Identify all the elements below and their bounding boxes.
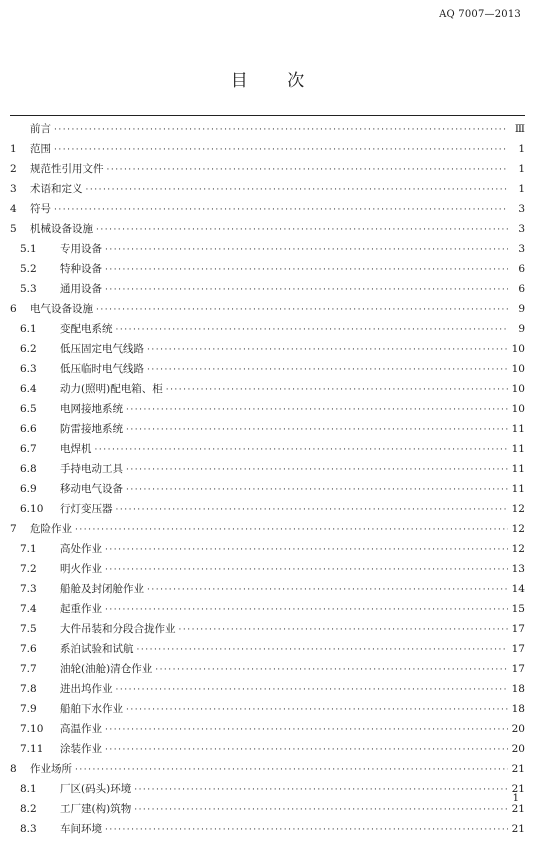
toc-entry-page: 15 bbox=[511, 603, 525, 615]
toc-entry-number: 2 bbox=[10, 163, 17, 175]
toc-entry-number: 8.2 bbox=[20, 803, 37, 815]
toc-entry[interactable] bbox=[10, 801, 525, 821]
toc-entry[interactable] bbox=[10, 281, 525, 301]
toc-entry-label: 电气设备设施 bbox=[30, 303, 93, 315]
page-number: 1 bbox=[512, 793, 519, 804]
toc-entry-number: 8 bbox=[10, 763, 17, 775]
toc-entry-number: 7.6 bbox=[20, 643, 37, 655]
toc-dot-leader bbox=[96, 225, 508, 235]
toc-dot-leader bbox=[126, 485, 508, 495]
toc-entry-label: 电焊机 bbox=[60, 443, 92, 455]
toc-entry-number: 5.3 bbox=[20, 283, 37, 295]
toc-entry-number: 7.1 bbox=[20, 543, 37, 555]
toc-entry-number: 7.7 bbox=[20, 663, 37, 675]
toc-entry-page: 21 bbox=[511, 783, 525, 795]
toc-entry-page: 3 bbox=[518, 223, 525, 235]
toc-entry-label: 危险作业 bbox=[30, 523, 72, 535]
toc-dot-leader bbox=[96, 305, 508, 315]
toc-entry-label: 油轮(油舱)清仓作业 bbox=[60, 663, 153, 675]
toc-entry-label: 涂装作业 bbox=[60, 743, 102, 755]
toc-entry-label: 进出坞作业 bbox=[60, 683, 113, 695]
toc-entry[interactable] bbox=[10, 141, 525, 161]
toc-entry-page: 10 bbox=[511, 343, 525, 355]
toc-dot-leader bbox=[95, 445, 509, 455]
toc-entry-label: 大件吊装和分段合拢作业 bbox=[60, 623, 176, 635]
toc-entry-page: 20 bbox=[511, 743, 525, 755]
toc-entry-label: 行灯变压器 bbox=[60, 503, 113, 515]
toc-entry-page: 6 bbox=[518, 283, 525, 295]
toc-entry[interactable] bbox=[10, 361, 525, 381]
toc-dot-leader bbox=[155, 665, 508, 675]
toc-entry-label: 变配电系统 bbox=[60, 323, 113, 335]
toc-entry-label: 起重作业 bbox=[60, 603, 102, 615]
toc-entry-page: 13 bbox=[511, 563, 525, 575]
toc-dot-leader bbox=[105, 725, 508, 735]
toc-entry-label: 船舱及封闭舱作业 bbox=[60, 583, 144, 595]
toc-entry[interactable] bbox=[10, 241, 525, 261]
toc-entry-page: 21 bbox=[511, 763, 525, 775]
toc-entry-label: 船舶下水作业 bbox=[60, 703, 123, 715]
toc-entry[interactable] bbox=[10, 641, 525, 661]
toc-entry-number: 6.8 bbox=[20, 463, 37, 475]
toc-entry[interactable] bbox=[10, 441, 525, 461]
toc-entry[interactable] bbox=[10, 501, 525, 521]
toc-entry-page: 12 bbox=[511, 543, 525, 555]
toc-entry-number: 1 bbox=[10, 143, 17, 155]
toc-dot-leader bbox=[105, 545, 508, 555]
toc-entry-page: 9 bbox=[518, 323, 525, 335]
toc-entry-label: 系泊试验和试航 bbox=[60, 643, 134, 655]
toc-dot-leader bbox=[126, 425, 508, 435]
toc-entry-number: 5.2 bbox=[20, 263, 37, 275]
toc-entry[interactable] bbox=[10, 541, 525, 561]
toc-entry[interactable] bbox=[10, 461, 525, 481]
toc-dot-leader bbox=[116, 325, 509, 335]
toc-entry-page: 14 bbox=[511, 583, 525, 595]
toc-entry-page: 11 bbox=[511, 463, 525, 475]
toc-entry-number: 6.10 bbox=[20, 503, 44, 515]
table-of-contents bbox=[10, 121, 525, 841]
toc-entry-page: 1 bbox=[518, 163, 525, 175]
toc-dot-leader bbox=[126, 465, 508, 475]
toc-dot-leader bbox=[105, 565, 508, 575]
toc-entry[interactable] bbox=[10, 521, 525, 541]
toc-entry-page: 12 bbox=[511, 503, 525, 515]
toc-dot-leader bbox=[126, 705, 508, 715]
toc-entry-label: 高温作业 bbox=[60, 723, 102, 735]
toc-dot-leader bbox=[116, 685, 509, 695]
toc-dot-leader bbox=[105, 745, 508, 755]
toc-entry-label: 作业场所 bbox=[30, 763, 72, 775]
toc-entry-page: 10 bbox=[511, 403, 525, 415]
toc-entry[interactable] bbox=[10, 181, 525, 201]
toc-entry-number: 8.3 bbox=[20, 823, 37, 835]
toc-entry-label: 手持电动工具 bbox=[60, 463, 123, 475]
toc-dot-leader bbox=[75, 525, 508, 535]
page-title-char: 次 bbox=[287, 71, 305, 91]
toc-dot-leader bbox=[107, 165, 509, 175]
toc-dot-leader bbox=[105, 245, 508, 255]
toc-entry[interactable] bbox=[10, 341, 525, 361]
toc-entry-label: 防雷接地系统 bbox=[60, 423, 123, 435]
toc-entry-number: 7.8 bbox=[20, 683, 37, 695]
toc-entry-number: 6.5 bbox=[20, 403, 37, 415]
toc-entry[interactable] bbox=[10, 761, 525, 781]
toc-dot-leader bbox=[134, 785, 508, 795]
toc-entry-label: 低压固定电气线路 bbox=[60, 343, 144, 355]
toc-entry[interactable] bbox=[10, 321, 525, 341]
page-title bbox=[0, 66, 535, 91]
toc-entry-label: 专用设备 bbox=[60, 243, 102, 255]
toc-entry-number: 6 bbox=[10, 303, 17, 315]
toc-entry-label: 术语和定义 bbox=[30, 183, 83, 195]
toc-entry[interactable] bbox=[10, 221, 525, 241]
toc-entry-label: 范围 bbox=[30, 143, 51, 155]
toc-entry-page: 11 bbox=[511, 483, 525, 495]
toc-entry-number: 7.5 bbox=[20, 623, 37, 635]
toc-entry-label: 工厂建(构)筑物 bbox=[60, 803, 132, 815]
toc-entry[interactable] bbox=[10, 401, 525, 421]
toc-dot-leader bbox=[116, 505, 509, 515]
toc-dot-leader bbox=[54, 125, 508, 135]
toc-entry-page: 11 bbox=[511, 423, 525, 435]
toc-entry[interactable] bbox=[10, 201, 525, 221]
toc-entry-page: 9 bbox=[518, 303, 525, 315]
toc-entry-label: 车间环境 bbox=[60, 823, 102, 835]
toc-dot-leader bbox=[137, 645, 509, 655]
toc-entry-label: 机械设备设施 bbox=[30, 223, 93, 235]
toc-entry[interactable] bbox=[10, 721, 525, 741]
toc-dot-leader bbox=[179, 625, 509, 635]
toc-entry[interactable] bbox=[10, 701, 525, 721]
toc-entry-page: 1 bbox=[518, 143, 525, 155]
toc-entry[interactable] bbox=[10, 161, 525, 181]
toc-entry[interactable] bbox=[10, 601, 525, 621]
toc-entry-number: 6.3 bbox=[20, 363, 37, 375]
toc-entry-page: 18 bbox=[511, 683, 525, 695]
toc-entry[interactable] bbox=[10, 421, 525, 441]
toc-entry-label: 移动电气设备 bbox=[60, 483, 123, 495]
toc-dot-leader bbox=[86, 185, 509, 195]
toc-entry-number: 6.9 bbox=[20, 483, 37, 495]
toc-entry-number: 7.2 bbox=[20, 563, 37, 575]
toc-dot-leader bbox=[54, 205, 508, 215]
toc-entry-label: 低压临时电气线路 bbox=[60, 363, 144, 375]
toc-entry-page: 21 bbox=[511, 803, 525, 815]
toc-entry-number: 5 bbox=[10, 223, 17, 235]
toc-dot-leader bbox=[75, 765, 508, 775]
toc-entry-number: 7.11 bbox=[20, 743, 44, 755]
standard-number: AQ 7007—2013 bbox=[439, 9, 521, 20]
toc-entry-label: 符号 bbox=[30, 203, 51, 215]
toc-entry-page: 17 bbox=[511, 643, 525, 655]
toc-entry[interactable] bbox=[10, 581, 525, 601]
toc-entry-number: 4 bbox=[10, 203, 17, 215]
toc-entry-number: 7.4 bbox=[20, 603, 37, 615]
toc-dot-leader bbox=[105, 605, 508, 615]
toc-entry-number: 6.1 bbox=[20, 323, 37, 335]
toc-entry[interactable] bbox=[10, 121, 525, 141]
toc-dot-leader bbox=[54, 145, 508, 155]
toc-entry[interactable] bbox=[10, 781, 525, 801]
toc-entry-page: 6 bbox=[518, 263, 525, 275]
toc-entry-label: 动力(照明)配电箱、柜 bbox=[60, 383, 163, 395]
toc-entry[interactable] bbox=[10, 741, 525, 761]
toc-entry-number: 3 bbox=[10, 183, 17, 195]
toc-entry-page: 10 bbox=[511, 383, 525, 395]
toc-entry-number: 7.3 bbox=[20, 583, 37, 595]
toc-entry-page: 1 bbox=[518, 183, 525, 195]
toc-entry-label: 通用设备 bbox=[60, 283, 102, 295]
toc-entry[interactable] bbox=[10, 681, 525, 701]
toc-entry[interactable] bbox=[10, 561, 525, 581]
toc-dot-leader bbox=[147, 345, 508, 355]
toc-dot-leader bbox=[105, 825, 508, 835]
title-divider bbox=[10, 115, 525, 116]
toc-entry-page: 21 bbox=[511, 823, 525, 835]
page-title-char: 目 bbox=[230, 71, 248, 91]
toc-entry-number: 7 bbox=[10, 523, 17, 535]
toc-entry-label: 厂区(码头)环境 bbox=[60, 783, 132, 795]
toc-entry[interactable] bbox=[10, 381, 525, 401]
toc-entry-number: 6.2 bbox=[20, 343, 37, 355]
toc-dot-leader bbox=[105, 285, 508, 295]
toc-entry[interactable] bbox=[10, 621, 525, 641]
toc-entry-label: 前言 bbox=[30, 123, 51, 135]
toc-entry-page: 18 bbox=[511, 703, 525, 715]
toc-dot-leader bbox=[105, 265, 508, 275]
toc-entry[interactable] bbox=[10, 661, 525, 681]
toc-entry-page: Ⅲ bbox=[514, 123, 525, 135]
toc-entry-page: 3 bbox=[518, 243, 525, 255]
toc-entry[interactable] bbox=[10, 481, 525, 501]
toc-entry-number: 5.1 bbox=[20, 243, 37, 255]
toc-entry-number: 6.4 bbox=[20, 383, 37, 395]
toc-entry[interactable] bbox=[10, 821, 525, 841]
toc-dot-leader bbox=[166, 385, 508, 395]
toc-dot-leader bbox=[126, 405, 508, 415]
toc-dot-leader bbox=[147, 585, 508, 595]
toc-entry-page: 3 bbox=[518, 203, 525, 215]
toc-entry-page: 12 bbox=[511, 523, 525, 535]
toc-entry-label: 规范性引用文件 bbox=[30, 163, 104, 175]
toc-entry-page: 10 bbox=[511, 363, 525, 375]
toc-entry-number: 8.1 bbox=[20, 783, 37, 795]
toc-dot-leader bbox=[134, 805, 508, 815]
toc-entry-number: 7.10 bbox=[20, 723, 44, 735]
toc-entry-number: 6.6 bbox=[20, 423, 37, 435]
toc-entry[interactable] bbox=[10, 301, 525, 321]
toc-entry-label: 明火作业 bbox=[60, 563, 102, 575]
toc-entry-number: 6.7 bbox=[20, 443, 37, 455]
toc-dot-leader bbox=[147, 365, 508, 375]
toc-entry-page: 17 bbox=[511, 663, 525, 675]
toc-entry-label: 高处作业 bbox=[60, 543, 102, 555]
toc-entry-label: 特种设备 bbox=[60, 263, 102, 275]
toc-entry[interactable] bbox=[10, 261, 525, 281]
toc-entry-label: 电网接地系统 bbox=[60, 403, 123, 415]
toc-entry-page: 17 bbox=[511, 623, 525, 635]
toc-entry-page: 11 bbox=[511, 443, 525, 455]
toc-entry-page: 20 bbox=[511, 723, 525, 735]
toc-entry-number: 7.9 bbox=[20, 703, 37, 715]
